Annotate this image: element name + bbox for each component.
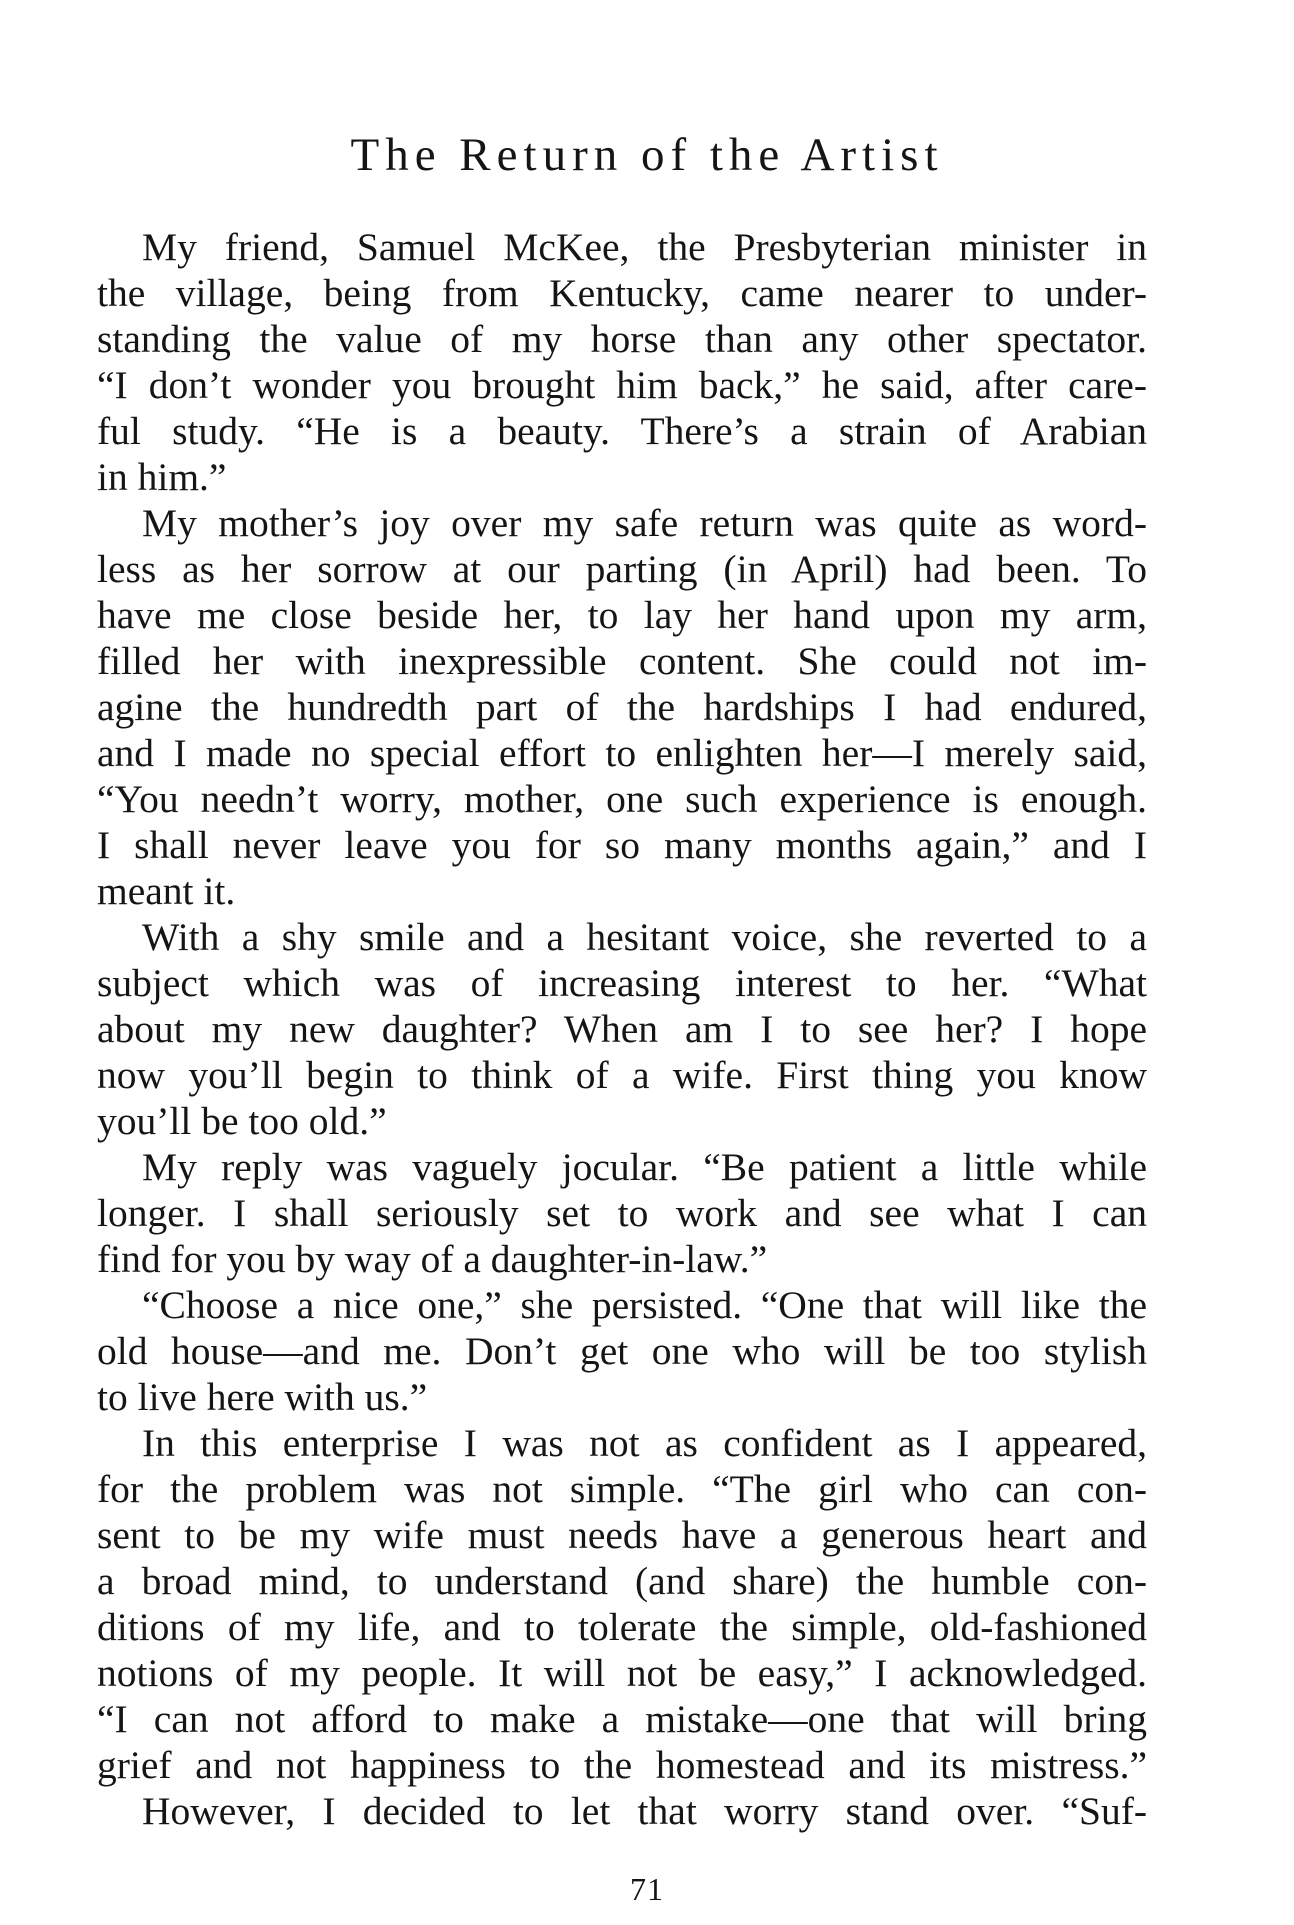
text-line: for the problem was not simple. “The girl who can con- <box>97 1467 1147 1511</box>
text-line: longer. I shall seriously set to work and see what I can <box>97 1191 1147 1235</box>
text-line: the village, being from Kentucky, came nearer to under- <box>97 271 1147 315</box>
text-line: “I don’t wonder you brought him back,” he said, after care- <box>97 363 1147 407</box>
text-line: notions of my people. It will not be easy,” I acknowledged. <box>97 1651 1147 1695</box>
text-line: grief and not happiness to the homestead and its mistress.” <box>97 1743 1147 1787</box>
page-number: 71 <box>630 1871 664 1907</box>
text-line: now you’ll begin to think of a wife. First thing you know <box>97 1053 1147 1097</box>
text-line: My mother’s joy over my safe return was quite as word- <box>142 501 1147 545</box>
text-line: In this enterprise I was not as confident as I appeared, <box>142 1421 1147 1465</box>
text-line: subject which was of increasing interest to her. “What <box>97 961 1147 1005</box>
body-text <box>97 224 1147 1834</box>
text-line: ful study. “He is a beauty. There’s a strain of Arabian <box>97 409 1147 453</box>
text-line: “I can not afford to make a mistake—one that will bring <box>97 1697 1147 1741</box>
text-line: However, I decided to let that worry stand over. “Suf- <box>142 1789 1147 1833</box>
text-line: have me close beside her, to lay her hand upon my arm, <box>97 593 1147 637</box>
text-line: I shall never leave you for so many months again,” and I <box>97 823 1147 867</box>
text-line: and I made no special effort to enlighten her—I merely said, <box>97 731 1147 775</box>
text-line: sent to be my wife must needs have a generous heart and <box>97 1513 1147 1557</box>
text-line: My friend, Samuel McKee, the Presbyterian minister in <box>142 225 1147 269</box>
text-line: My reply was vaguely jocular. “Be patient a little while <box>142 1145 1147 1189</box>
text-line: a broad mind, to understand (and share) the humble con- <box>97 1559 1147 1603</box>
text-line: filled her with inexpressible content. She could not im- <box>97 639 1147 683</box>
text-line: agine the hundredth part of the hardships I had endured, <box>97 685 1147 729</box>
text-line: in him.” <box>97 455 227 499</box>
text-line: standing the value of my horse than any other spectator. <box>97 317 1147 361</box>
text-line: find for you by way of a daughter-in-law.” <box>97 1237 768 1281</box>
running-head: The Return of the Artist <box>350 129 944 181</box>
text-line: “Choose a nice one,” she persisted. “One that will like the <box>142 1283 1147 1327</box>
text-line: old house—and me. Don’t get one who will be too stylish <box>97 1329 1147 1373</box>
text-line: “You needn’t worry, mother, one such experience is enough. <box>97 777 1147 821</box>
text-line: ditions of my life, and to tolerate the simple, old-fashioned <box>97 1605 1147 1649</box>
text-line: about my new daughter? When am I to see her? I hope <box>97 1007 1147 1051</box>
text-line: less as her sorrow at our parting (in April) had been. To <box>97 547 1147 591</box>
text-line: to live here with us.” <box>97 1375 428 1419</box>
text-line: meant it. <box>97 869 236 913</box>
text-line: With a shy smile and a hesitant voice, she reverted to a <box>142 915 1147 959</box>
text-line: you’ll be too old.” <box>97 1099 387 1143</box>
